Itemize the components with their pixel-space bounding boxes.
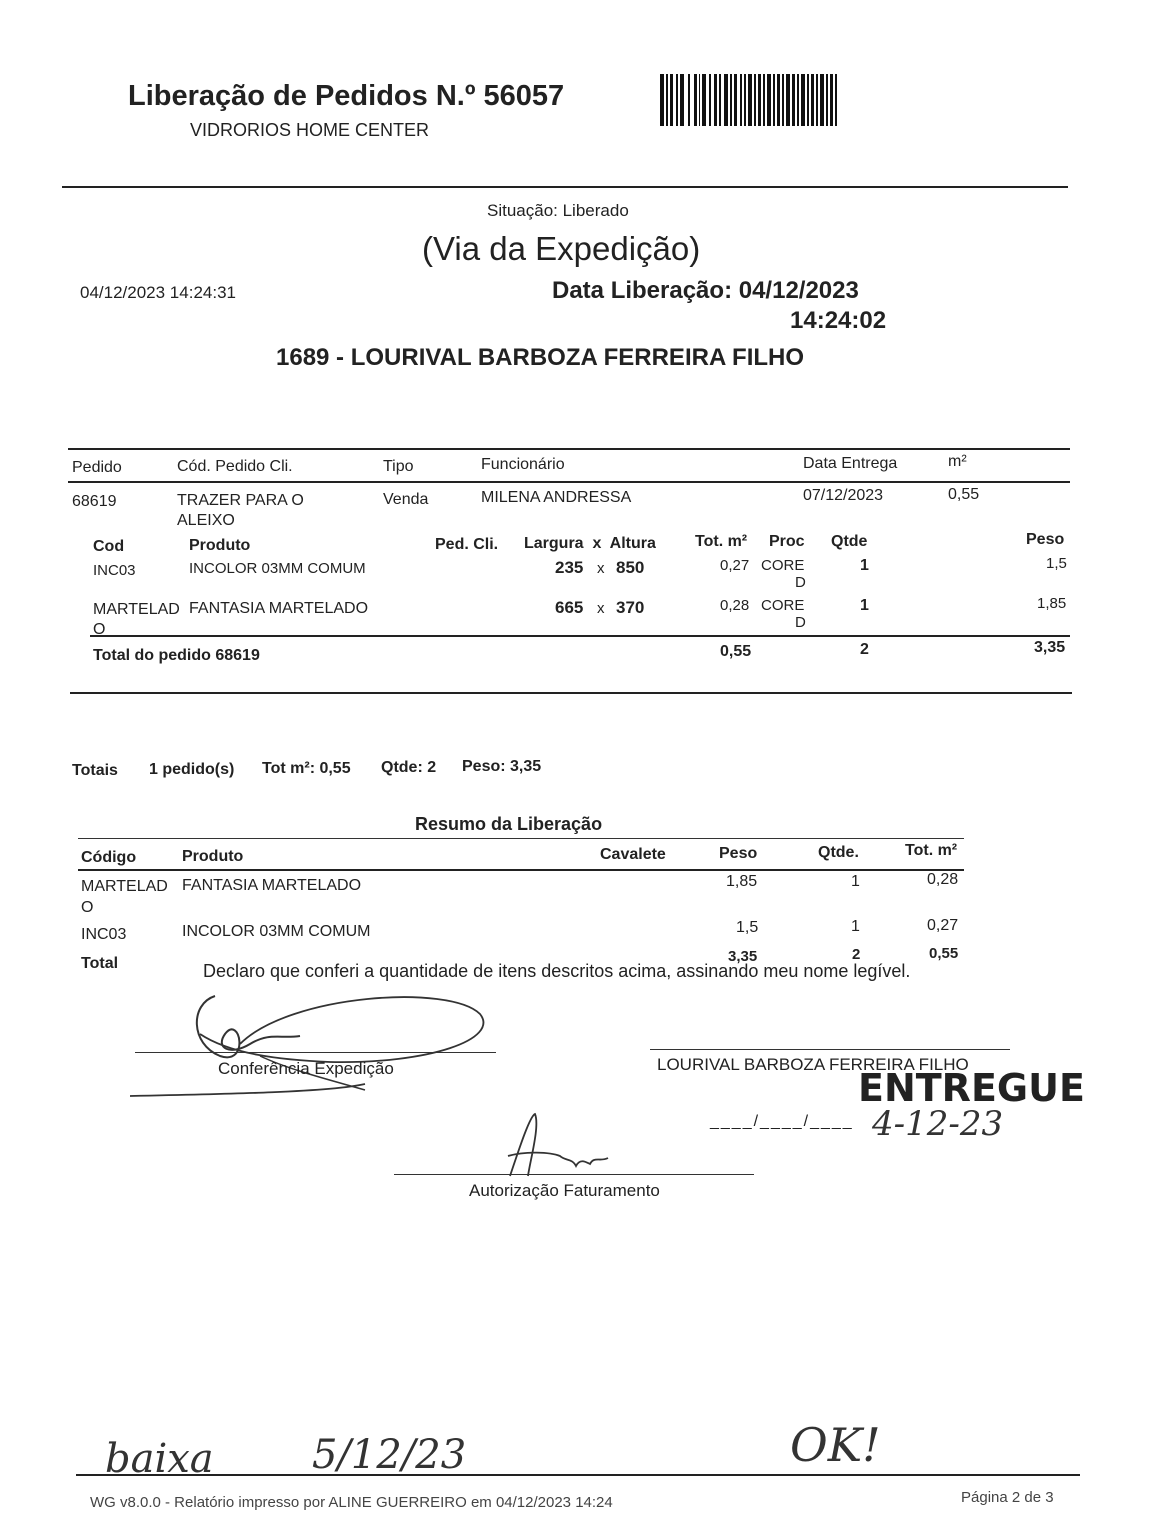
footer-rule — [76, 1474, 1080, 1476]
summary-title: Resumo da Liberação — [415, 814, 603, 834]
col-cod-pedido-cli: Cód. Pedido Cli. — [177, 458, 293, 475]
summary-row-1-codigo-line2: O — [81, 899, 94, 916]
col-pedido: Pedido — [72, 459, 122, 476]
handwritten-baixa: baixa — [105, 1436, 214, 1482]
summary-row-2-peso: 1,5 — [736, 919, 759, 936]
handwritten-delivery-date: 4-12-23 — [872, 1104, 1004, 1144]
order-total-qtde: 2 — [860, 641, 869, 658]
client-name: 1689 - LOURIVAL BARBOZA FERREIRA FILHO — [276, 344, 805, 371]
item-col-produto: Produto — [189, 537, 251, 554]
item-2-largura: 665 — [555, 598, 584, 617]
summary-row-1-tot-m2: 0,28 — [927, 871, 959, 888]
summary-total-peso: 3,35 — [728, 948, 758, 965]
footer-printed-by: WG v8.0.0 - Relatório impresso por ALINE GUERREIRO em 04/12/2023 14:24 — [90, 1494, 613, 1511]
summary-total-tot-m2: 0,55 — [929, 945, 959, 962]
item-col-tot-m2: Tot. m² — [695, 533, 748, 550]
declaration-text: Declaro que conferi a quantidade de itens descritos acima, assinando meu nome legível. — [203, 961, 911, 981]
item-2-produto: FANTASIA MARTELADO — [189, 600, 369, 617]
item-2-x: x — [597, 600, 605, 617]
item-1-produto: INCOLOR 03MM COMUM — [189, 560, 366, 577]
summary-col-cavalete: Cavalete — [600, 846, 666, 863]
item-1-tot-m2: 0,27 — [720, 557, 750, 574]
summary-row-1-produto: FANTASIA MARTELADO — [182, 877, 362, 894]
item-col-proc: Proc — [769, 533, 805, 550]
order-client-ref-line1: TRAZER PARA O — [177, 492, 304, 509]
order-type: Venda — [383, 491, 429, 508]
summary-col-qtde: Qtde. — [818, 844, 859, 861]
col-m2: m² — [948, 453, 967, 470]
item-1-qtde: 1 — [860, 557, 869, 574]
footer-page-number: Página 2 de 3 — [961, 1489, 1054, 1506]
order-header-rule — [68, 481, 1070, 483]
item-2-tot-m2: 0,28 — [720, 597, 750, 614]
item-2-peso: 1,85 — [1037, 595, 1067, 612]
printed-timestamp: 04/12/2023 14:24:31 — [80, 283, 236, 302]
order-table-bottom-rule — [70, 692, 1072, 694]
item-col-largura-altura: Largura x Altura — [524, 535, 656, 552]
conferencia-signature-scribble — [130, 984, 500, 1104]
release-time: 14:24:02 — [790, 307, 887, 334]
order-number: 68619 — [72, 493, 117, 510]
report-title: Liberação de Pedidos N.º 56057 — [128, 80, 565, 112]
order-total-rule — [90, 635, 1070, 637]
header-divider — [62, 186, 1068, 188]
conferencia-line — [135, 1052, 496, 1053]
client-signature-line — [650, 1049, 1010, 1050]
item-2-proc-line1: CORE — [761, 597, 805, 614]
order-m2: 0,55 — [948, 486, 980, 503]
conferencia-label: Conferência Expedição — [218, 1059, 394, 1078]
item-1-altura: 850 — [616, 558, 645, 577]
summary-total-qtde: 2 — [852, 946, 861, 963]
totals-peso: Peso: 3,35 — [462, 758, 542, 775]
delivered-stamp: ENTREGUE — [858, 1066, 1085, 1110]
client-signature-name: LOURIVAL BARBOZA FERREIRA FILHO — [657, 1055, 969, 1074]
order-total-peso: 3,35 — [1034, 639, 1066, 656]
order-employee: MILENA ANDRESSA — [481, 489, 632, 506]
item-col-qtde: Qtde — [831, 533, 868, 550]
summary-col-produto: Produto — [182, 848, 244, 865]
item-1-x: x — [597, 560, 605, 577]
totals-m2: Tot m²: 0,55 — [262, 760, 351, 777]
order-total-label: Total do pedido 68619 — [93, 647, 260, 664]
order-client-ref-line2: ALEIXO — [177, 512, 235, 529]
summary-col-tot-m2: Tot. m² — [905, 842, 958, 859]
summary-row-1-peso: 1,85 — [726, 873, 758, 890]
totals-orders: 1 pedido(s) — [149, 761, 235, 778]
item-col-peso: Peso — [1026, 531, 1065, 548]
item-2-cod-line2: O — [93, 621, 106, 638]
release-date: Data Liberação: 04/12/2023 — [552, 277, 859, 304]
order-delivery-date: 07/12/2023 — [803, 487, 884, 504]
summary-row-2-qtde: 1 — [851, 918, 860, 935]
autorizacao-signature-scribble — [490, 1106, 620, 1190]
summary-col-peso: Peso — [719, 845, 758, 862]
autorizacao-label: Autorização Faturamento — [469, 1181, 660, 1200]
handwritten-ok: OK! — [790, 1418, 881, 1472]
item-col-cod: Cod — [93, 538, 125, 555]
col-data-entrega: Data Entrega — [803, 455, 898, 472]
item-2-cod-line1: MARTELAD — [93, 601, 180, 618]
col-tipo: Tipo — [383, 458, 414, 475]
status-text: Situação: Liberado — [487, 201, 629, 220]
item-col-ped-cli: Ped. Cli. — [435, 536, 499, 553]
item-1-proc-line1: CORE — [761, 557, 805, 574]
summary-row-2-codigo: INC03 — [81, 926, 127, 943]
item-1-largura: 235 — [555, 558, 584, 577]
item-2-altura: 370 — [616, 598, 645, 617]
autorizacao-line — [394, 1174, 754, 1175]
order-total-m2: 0,55 — [720, 643, 752, 660]
summary-col-codigo: Código — [81, 849, 137, 866]
order-table-top-rule — [68, 448, 1070, 450]
summary-header-rule — [78, 869, 964, 871]
summary-row-1-codigo-line1: MARTELAD — [81, 878, 168, 895]
item-2-proc-line2: D — [795, 614, 806, 631]
totals-label: Totais — [72, 762, 118, 779]
handwritten-baixa-date: 5/12/23 — [312, 1432, 467, 1478]
via-title: (Via da Expedição) — [422, 230, 701, 267]
barcode-image — [658, 74, 838, 126]
item-1-peso: 1,5 — [1046, 555, 1067, 572]
summary-row-2-produto: INCOLOR 03MM COMUM — [182, 923, 371, 940]
item-1-proc-line2: D — [795, 574, 806, 591]
item-2-qtde: 1 — [860, 597, 869, 614]
item-1-cod: INC03 — [93, 562, 136, 579]
totals-qtde: Qtde: 2 — [381, 759, 437, 776]
date-blank: ____/____/____ — [710, 1113, 854, 1130]
summary-row-1-qtde: 1 — [851, 873, 860, 890]
company-name: VIDRORIOS HOME CENTER — [190, 120, 430, 140]
col-funcionario: Funcionário — [481, 456, 565, 473]
summary-top-rule — [78, 838, 964, 839]
summary-total-label: Total — [81, 955, 119, 972]
summary-row-2-tot-m2: 0,27 — [927, 917, 959, 934]
